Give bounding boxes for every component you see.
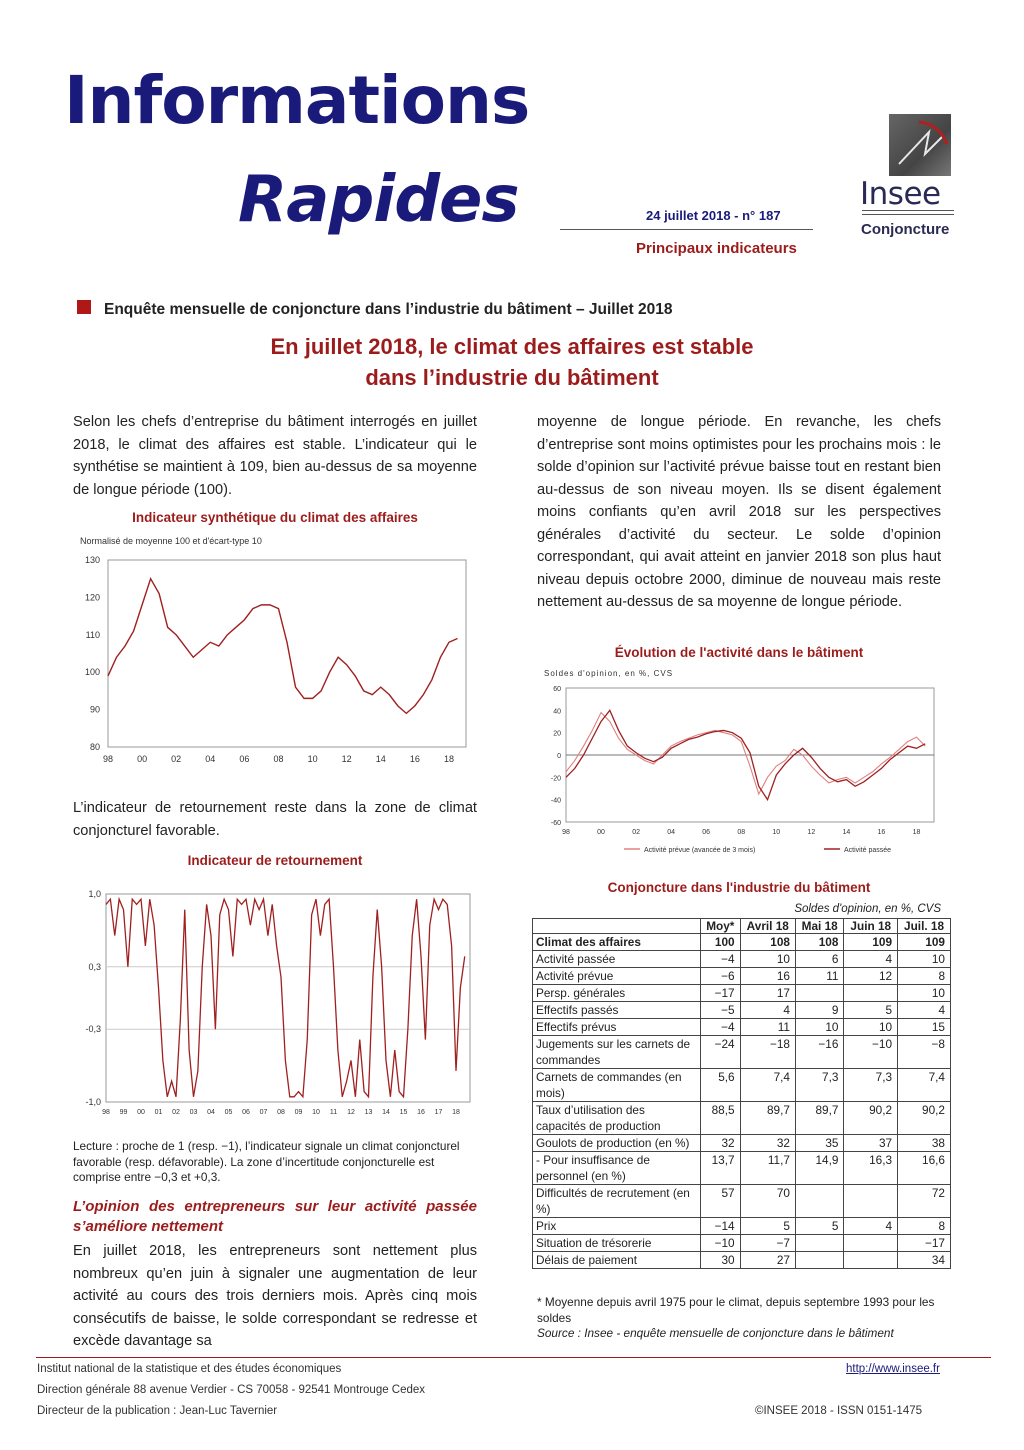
- chart1-ytick-label: 110: [85, 629, 100, 640]
- chart3-title: Indicateur de retournement: [187, 853, 363, 868]
- table-cell: 32: [740, 1135, 795, 1152]
- issue-category: Principaux indicateurs: [636, 240, 797, 257]
- table-cell: 13,7: [701, 1152, 741, 1185]
- table-row-label: Effectifs prévus: [533, 1019, 701, 1036]
- bullet-square-icon: [77, 300, 91, 314]
- table-column-header: Juin 18: [844, 919, 898, 934]
- table-row-label: Prix: [533, 1218, 701, 1235]
- table-cell: −4: [701, 951, 741, 968]
- chart3-xtick-label: 03: [189, 1109, 198, 1116]
- table-cell: 16,6: [898, 1152, 951, 1185]
- table-cell: 11: [740, 1019, 795, 1036]
- table-row-label: Difficultés de recrutement (en %): [533, 1185, 701, 1218]
- table-cell: 72: [898, 1185, 951, 1218]
- table-note: * Moyenne depuis avril 1975 pour le climat, depuis septembre 1993 pour les soldes: [537, 1295, 935, 1325]
- table-cell: 4: [898, 1002, 951, 1019]
- chart1-ytick-label: 130: [84, 555, 100, 565]
- table-cell: 90,2: [844, 1102, 898, 1135]
- table-cell: 5,6: [701, 1069, 741, 1102]
- chart1-ytick-label: 80: [89, 742, 100, 752]
- table-cell: −8: [898, 1036, 951, 1069]
- chart2-activite: [534, 680, 944, 860]
- table-cell: −16: [795, 1036, 843, 1069]
- chart2-plot: [551, 686, 934, 854]
- table-row: [533, 1252, 951, 1269]
- chart3-ytick-label: -1,0: [85, 1097, 101, 1107]
- chart1-title: Indicateur synthétique du climat des affaires: [132, 510, 418, 525]
- table-cell: 9: [795, 1002, 843, 1019]
- table-row-label: Goulots de production (en %): [533, 1135, 701, 1152]
- chart1-xtick-label: 98: [102, 754, 114, 764]
- table-cell: 14,9: [795, 1152, 843, 1185]
- chart3-xtick-label: 13: [364, 1109, 373, 1116]
- table-header-row: [533, 919, 951, 934]
- table-row: [533, 1019, 951, 1036]
- chart3-xtick-label: 17: [434, 1109, 443, 1116]
- table-row: [533, 1102, 951, 1135]
- chart2-ytick-label: -40: [550, 797, 561, 805]
- table-cell: 11,7: [740, 1152, 795, 1185]
- table-cell: 30: [701, 1252, 741, 1269]
- table-cell: 109: [898, 934, 951, 951]
- table-row-label: Jugements sur les carnets de commandes: [533, 1036, 701, 1069]
- chart1-ytick-label: 90: [89, 704, 100, 715]
- table-row-label: Carnets de commandes (en mois): [533, 1069, 701, 1102]
- chart2-ytick-label: -20: [550, 775, 561, 783]
- chart3-xtick-label: 08: [277, 1109, 285, 1116]
- table-cell: 108: [740, 934, 795, 951]
- chart2-legend-label: Activité passée: [844, 847, 892, 854]
- chart2-xtick-label: 14: [842, 829, 851, 836]
- chart3-xtick-label: 05: [224, 1109, 233, 1116]
- chart2-ytick-label: 40: [553, 708, 561, 716]
- chart3-xtick-label: 04: [207, 1109, 215, 1116]
- chart2-ytick-label: 0: [557, 753, 561, 760]
- chart1-xtick-label: 18: [443, 754, 454, 764]
- table-column-header: Moy*: [701, 919, 741, 934]
- table-cell: −7: [740, 1235, 795, 1252]
- table-cell: 7,4: [898, 1069, 951, 1102]
- chart3-series-line: [106, 899, 465, 1097]
- chart1-subtitle: Normalisé de moyenne 100 et d'écart-type 10: [80, 536, 262, 546]
- chart2-ytick-label: 20: [553, 730, 561, 738]
- chart2-xtick-label: 10: [772, 829, 781, 836]
- footer-rule: [36, 1357, 991, 1358]
- chart1-xtick-label: 02: [171, 754, 182, 764]
- table-cell: 34: [898, 1252, 951, 1269]
- table-cell: −10: [701, 1235, 741, 1252]
- table-row: [533, 1036, 951, 1069]
- footer-line3: Directeur de la publication : Jean-Luc Tavernier: [37, 1405, 278, 1417]
- chart2-xtick-label: 08: [737, 829, 746, 836]
- chart2-xtick-label: 02: [632, 829, 640, 836]
- table-cell: 108: [795, 934, 843, 951]
- table-cell: 10: [795, 1019, 843, 1036]
- chart3-xtick-label: 18: [452, 1109, 460, 1116]
- table-header-blank: [533, 919, 701, 934]
- chart3-xtick-label: 99: [119, 1109, 128, 1116]
- chart2-subtitle: Soldes d'opinion, en %, CVS: [544, 669, 674, 678]
- table-column-header: Juil. 18: [898, 919, 951, 934]
- table-cell: 4: [844, 1218, 898, 1235]
- chart2-xtick-label: 06: [702, 829, 711, 836]
- table-cell: −10: [844, 1036, 898, 1069]
- table-cell: 4: [844, 951, 898, 968]
- table-cell: 10: [740, 951, 795, 968]
- chart1-series-line: [108, 579, 457, 714]
- chart3-retournement: [72, 884, 476, 1124]
- issue-date: 24 juillet 2018 - n° 187: [646, 208, 781, 223]
- table-cell: 89,7: [795, 1102, 843, 1135]
- table-cell: 5: [844, 1002, 898, 1019]
- table-cell: 88,5: [701, 1102, 741, 1135]
- chart3-xtick-label: 16: [417, 1109, 425, 1116]
- survey-title: Enquête mensuelle de conjoncture dans l’industrie du bâtiment – Juillet 2018: [104, 301, 673, 318]
- chart2-xtick-label: 98: [562, 829, 570, 836]
- chart3-ytick-label: -0,3: [85, 1024, 101, 1035]
- table-row-label: Situation de trésorerie: [533, 1235, 701, 1252]
- chart3-xtick-label: 12: [347, 1109, 355, 1116]
- chart3-xtick-label: 07: [259, 1109, 268, 1116]
- chart3-xtick-label: 00: [137, 1109, 145, 1116]
- chart2-legend-label: Activité prévue (avancée de 3 mois): [644, 847, 756, 854]
- table-cell: 7,3: [795, 1069, 843, 1102]
- table-row: [533, 951, 951, 968]
- table-cell: 90,2: [898, 1102, 951, 1135]
- headline-line1: En juillet 2018, le climat des affaires est stable: [270, 334, 754, 359]
- table-row-label: Activité prévue: [533, 968, 701, 985]
- chart2-xtick-label: 04: [667, 829, 676, 836]
- retournement-paragraph: L’indicateur de retournement reste dans la zone de climat conjoncturel favorable.: [73, 800, 477, 839]
- chart2-xtick-label: 00: [597, 829, 605, 836]
- table-cell: 11: [795, 968, 843, 985]
- table-row-label: Taux d’utilisation des capacités de production: [533, 1102, 701, 1135]
- right-paragraph: moyenne de longue période. En revanche, les chefs d’entreprise sont moins optimistes pour les prochains mois : le solde d’opinion sur l’activité prévue baisse tout en restant bien au-dessus de son niveau moyen. Ils se disent également moins confiants qu’en avril 2018 sur les perspectives générales d’activité du secteur. Le solde d’opinion correspondant, qui avait atteint en janvier 2018 son plus haut niveau depuis octobre 2000, diminue de nouveau mais reste nettement au-dessus de sa moyenne de longue période.: [537, 414, 941, 610]
- footer-url-link[interactable]: http://www.insee.fr: [846, 1363, 940, 1375]
- section-heading: L’opinion des entrepreneurs sur leur activité passée s’améliore nettement: [73, 1198, 477, 1235]
- table-row: [533, 1235, 951, 1252]
- table-cell: 10: [844, 1019, 898, 1036]
- chart3-xtick-label: 14: [382, 1109, 390, 1116]
- table-cell: −18: [740, 1036, 795, 1069]
- chart1-xtick-label: 12: [341, 754, 352, 764]
- table-cell: −5: [701, 1002, 741, 1019]
- table-cell: 7,3: [844, 1069, 898, 1102]
- table-row-label: Effectifs passés: [533, 1002, 701, 1019]
- footer-line1: Institut national de la statistique et des études économiques: [37, 1363, 342, 1375]
- table-cell: [795, 1235, 843, 1252]
- table-row-label: Activité passée: [533, 951, 701, 968]
- lecture-note: Lecture : proche de 1 (resp. −1), l’indicateur signale un climat conjoncturel favorable (resp. défavorable). La zone d’incertitude conjoncturelle est comprise entre −0,3 et +0,3.: [73, 1139, 460, 1184]
- table-row: [533, 1002, 951, 1019]
- footer-line2: Direction générale 88 avenue Verdier - CS 70058 - 92541 Montrouge Cedex: [37, 1384, 426, 1396]
- table-cell: 5: [795, 1218, 843, 1235]
- chart1-xtick-label: 08: [273, 754, 284, 764]
- chart3-xtick-label: 10: [312, 1109, 320, 1116]
- table-cell: 6: [795, 951, 843, 968]
- table-cell: 4: [740, 1002, 795, 1019]
- table-cell: 5: [740, 1218, 795, 1235]
- table-cell: 10: [898, 951, 951, 968]
- masthead-informations: Informations: [64, 62, 530, 139]
- table-cell: 16,3: [844, 1152, 898, 1185]
- chart1-xtick-label: 14: [375, 754, 386, 764]
- chart2-xtick-label: 16: [877, 829, 886, 836]
- logo-rule: [862, 210, 954, 215]
- chart3-xtick-label: 09: [294, 1109, 303, 1116]
- headline-line2: dans l’industrie du bâtiment: [365, 365, 659, 390]
- chart1-xtick-label: 04: [205, 754, 216, 764]
- table-source: Source : Insee - enquête mensuelle de conjoncture dans le bâtiment: [537, 1326, 894, 1340]
- table-cell: −6: [701, 968, 741, 985]
- table-row-label: Délais de paiement: [533, 1252, 701, 1269]
- table-cell: −24: [701, 1036, 741, 1069]
- table-cell: [795, 985, 843, 1002]
- chart3-xtick-label: 01: [154, 1109, 163, 1116]
- table-row: [533, 1152, 951, 1185]
- section-paragraph: En juillet 2018, les entrepreneurs sont nettement plus nombreux qu’en juin à signaler une augmentation de leur activité au cours des trois derniers mois. Après cinq mois consécutifs de baisse, le solde correspondant se redresse et excède davantage sa: [73, 1243, 477, 1349]
- table-column-header: Avril 18: [740, 919, 795, 934]
- masthead-rapides: Rapides: [238, 163, 519, 237]
- table-row: [533, 968, 951, 985]
- table-cell: 8: [898, 1218, 951, 1235]
- chart2-ytick-label: -60: [550, 820, 561, 827]
- table-cell: 70: [740, 1185, 795, 1218]
- chart3-ytick-label: 0,3: [88, 961, 101, 972]
- table-row: [533, 1135, 951, 1152]
- table-cell: 8: [898, 968, 951, 985]
- chart2-ytick-label: 60: [553, 686, 561, 693]
- table-cell: 89,7: [740, 1102, 795, 1135]
- table-cell: 100: [701, 934, 741, 951]
- chart3-frame: [106, 894, 470, 1102]
- chart1-xtick-label: 10: [307, 754, 318, 764]
- chart1-plot: [85, 555, 466, 764]
- chart3-xtick-label: 02: [172, 1109, 180, 1116]
- table-cell: [844, 985, 898, 1002]
- chart3-xtick-label: 11: [329, 1109, 338, 1116]
- chart1-frame: [108, 560, 466, 747]
- table-cell: −4: [701, 1019, 741, 1036]
- table-cell: 38: [898, 1135, 951, 1152]
- table-row: [533, 1185, 951, 1218]
- chart1-ytick-label: 120: [84, 592, 100, 603]
- table-row-label: Persp. générales: [533, 985, 701, 1002]
- table-cell: −17: [898, 1235, 951, 1252]
- table-cell: 27: [740, 1252, 795, 1269]
- chart1-climate: [76, 552, 476, 774]
- chart3-xtick-label: 98: [102, 1109, 110, 1116]
- table-cell: −17: [701, 985, 741, 1002]
- intro-paragraph: Selon les chefs d’entreprise du bâtiment interrogés en juillet 2018, le climat des affaires est stable. L’indicateur qui le synthétise se maintient à 109, bien au-dessus de sa moyenne de longue période (100).: [73, 414, 477, 498]
- chart1-xtick-label: 00: [137, 754, 148, 764]
- chart2-series-line: [566, 713, 925, 795]
- table-row: [533, 934, 951, 951]
- table-cell: 32: [701, 1135, 741, 1152]
- table-cell: 57: [701, 1185, 741, 1218]
- chart1-ytick-label: 100: [84, 667, 100, 678]
- table-cell: 12: [844, 968, 898, 985]
- table-cell: −14: [701, 1218, 741, 1235]
- chart3-ytick-label: 1,0: [88, 889, 101, 899]
- table-cell: [795, 1185, 843, 1218]
- table-cell: 15: [898, 1019, 951, 1036]
- table-title: Conjoncture dans l'industrie du bâtiment: [607, 880, 871, 895]
- chart2-xtick-label: 12: [807, 829, 816, 836]
- table-row-label: - Pour insuffisance de personnel (en %): [533, 1152, 701, 1185]
- table-cell: [795, 1252, 843, 1269]
- chart3-xtick-label: 06: [242, 1109, 250, 1116]
- table-cell: 109: [844, 934, 898, 951]
- table-row-label: Climat des affaires: [533, 934, 701, 951]
- table-column-header: Mai 18: [795, 919, 843, 934]
- table-cell: 17: [740, 985, 795, 1002]
- chart3-plot: [85, 889, 470, 1116]
- table-row: [533, 1069, 951, 1102]
- table-row: [533, 1218, 951, 1235]
- table-unit: Soldes d'opinion, en %, CVS: [794, 903, 941, 915]
- table-cell: [844, 1185, 898, 1218]
- table-cell: [844, 1252, 898, 1269]
- chart2-title: Évolution de l'activité dans le bâtiment: [614, 645, 864, 660]
- indicators-table: [532, 918, 951, 1269]
- insee-logo-name: Insee: [860, 176, 941, 212]
- table-cell: 7,4: [740, 1069, 795, 1102]
- footer-copyright: ©INSEE 2018 - ISSN 0151-1475: [755, 1405, 923, 1417]
- table-cell: 35: [795, 1135, 843, 1152]
- table-row: [533, 985, 951, 1002]
- insee-logo-tag: Conjoncture: [861, 221, 950, 238]
- table-cell: 37: [844, 1135, 898, 1152]
- chart1-xtick-label: 06: [239, 754, 250, 764]
- table-cell: [844, 1235, 898, 1252]
- table-cell: 16: [740, 968, 795, 985]
- chart1-xtick-label: 16: [409, 754, 420, 764]
- insee-logo-icon: [889, 114, 951, 176]
- table-cell: 10: [898, 985, 951, 1002]
- masthead-rule: [560, 229, 813, 230]
- chart3-xtick-label: 15: [399, 1109, 408, 1116]
- chart2-xtick-label: 18: [912, 829, 921, 836]
